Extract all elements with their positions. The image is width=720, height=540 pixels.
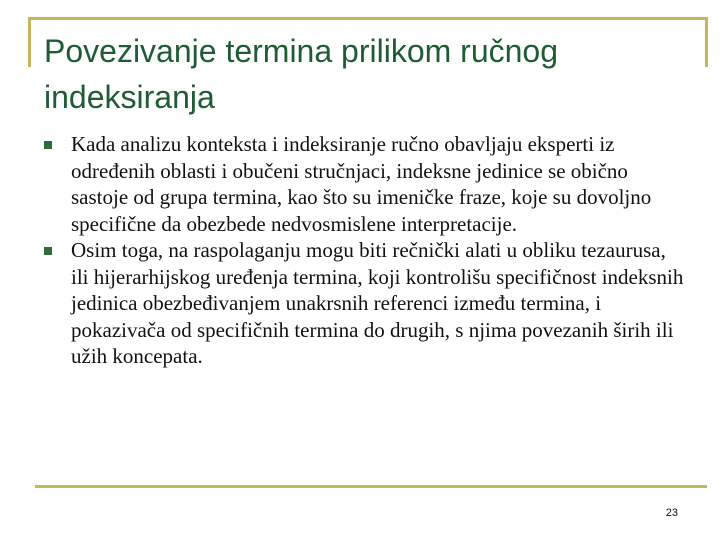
frame-top-line [28,17,707,20]
frame-bottom-line [35,485,707,488]
frame-right-line [705,17,708,67]
square-bullet-icon [44,141,52,149]
square-bullet-icon [44,247,52,255]
bullet-text: Osim toga, na raspolaganju mogu biti rečnički alati u obliku tezaurusa, ili hijerarhijskog uređenja termina, koji kontrolišu specifičnost indeksnih jedinica obezbeđivanjem unakrsnih referenci između termina, i pokazivača od specifičnih termina do drugih, s njima povezanih širih ili užih koncepata. [71,238,684,368]
slide-title: Povezivanje termina prilikom ručnog indeksiranja [44,33,558,115]
frame-left-line [28,17,31,67]
bullet-list [44,131,684,370]
bullet-item [44,237,684,370]
page-number: 23 [665,507,678,519]
bullet-text: Kada analizu konteksta i indeksiranje ručno obavljaju eksperti iz određenih oblasti i obučeni stručnjaci, indeksne jedinice se obično sastoje od grupa termina, kao što su imeničke fraze, koje su dovoljno specifične da obezbede nedvosmislene interpretacije. [71,132,652,236]
bullet-item [44,131,684,237]
